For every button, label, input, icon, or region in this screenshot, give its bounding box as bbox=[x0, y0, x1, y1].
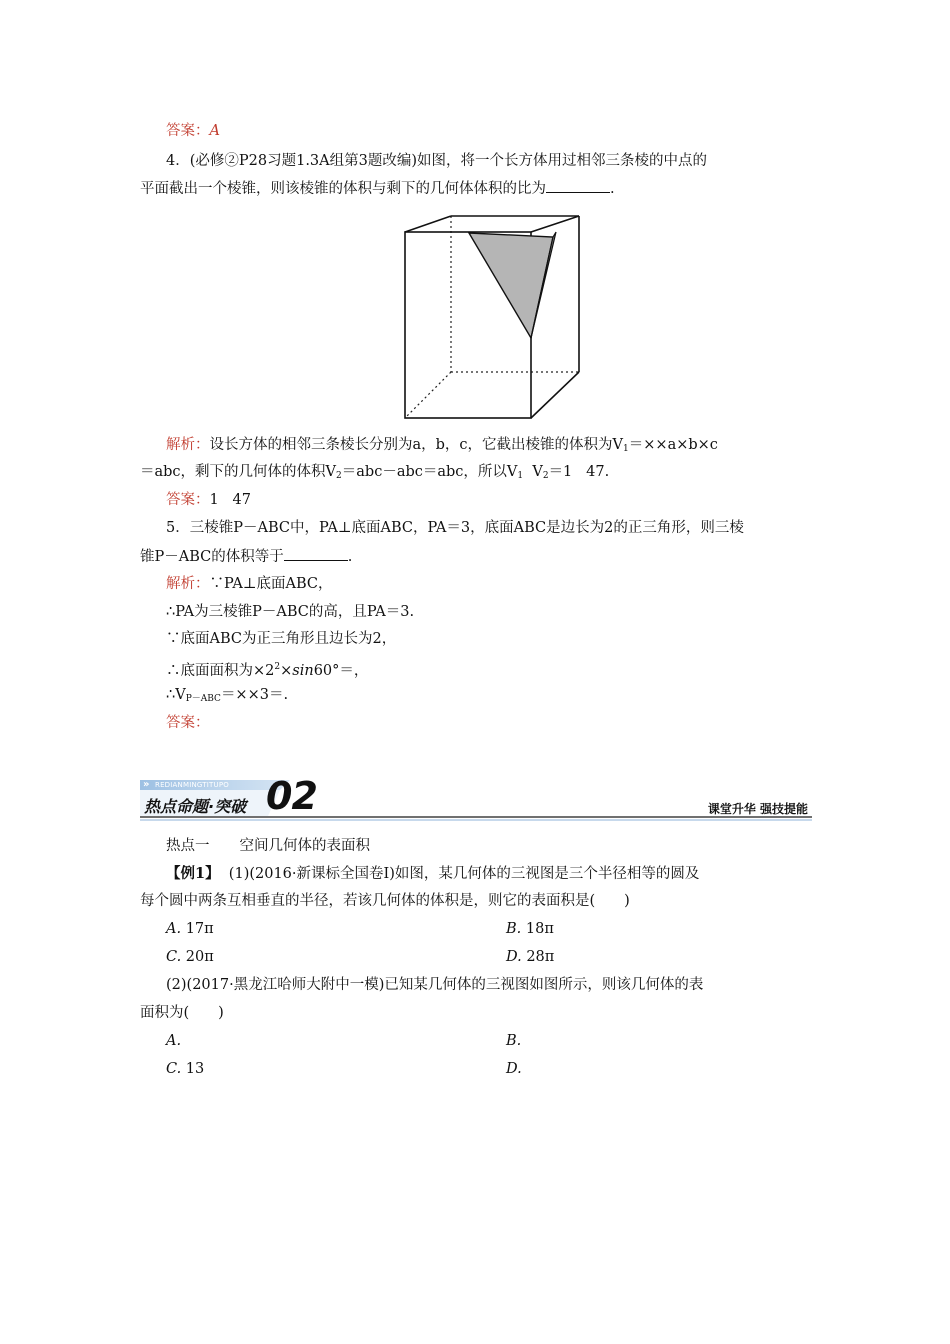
q5-line2-text: 锥P－ABC的体积等于 bbox=[140, 549, 284, 565]
q4-solution-2sub: 2 bbox=[336, 471, 342, 481]
hot1-title: 空间几何体的表面积 bbox=[239, 838, 370, 854]
q5-solution-l5sub: P－ABC bbox=[185, 694, 221, 704]
q5-blank bbox=[284, 546, 348, 561]
option-text: 20π bbox=[185, 949, 214, 965]
q3-answer-line bbox=[166, 121, 220, 141]
q4-solution-sub1: 1 bbox=[623, 444, 629, 454]
q5-solution-label: 解析： bbox=[166, 576, 210, 592]
q5-solution-l4it: sin bbox=[292, 663, 314, 679]
option-key: C. bbox=[166, 949, 182, 965]
option-key: B. bbox=[506, 1033, 522, 1049]
q4-solution-tail1: ＝××a×b×c bbox=[628, 437, 718, 453]
q5-solution-line2: ∴PA为三棱锥P－ABC的高，且PA＝3. bbox=[166, 604, 415, 620]
ex2-option-b bbox=[506, 1031, 526, 1051]
q4-solution-2sub2: 1 bbox=[517, 471, 524, 481]
option-key: D. bbox=[506, 1061, 522, 1077]
q4-solution-2d: ＝1 47. bbox=[548, 464, 610, 480]
ex1-option-b bbox=[506, 919, 554, 939]
q4-solution-2a: ＝abc，剩下的几何体的体积V bbox=[140, 464, 337, 480]
ex1-option-a bbox=[166, 919, 214, 939]
q4-solution-2sub3: 2 bbox=[542, 471, 549, 481]
q5-solution-line3: ∵底面ABC为正三角形且边长为2， bbox=[166, 631, 397, 647]
option-text: 18π bbox=[525, 921, 554, 937]
q5-answer-label: 答案： bbox=[166, 715, 210, 731]
ex2-line1: (2)(2017·黑龙江哈师大附中一模)已知某几何体的三视图如图所示，则该几何体的表 bbox=[166, 977, 704, 993]
q5-solution-l4a: ∴底面面积为×2 bbox=[166, 663, 275, 679]
ex1-line1-text: (1)(2016·新课标全国卷Ⅰ)如图，某几何体的三视图是三个半径相等的圆及 bbox=[219, 866, 700, 882]
q5-line2 bbox=[140, 546, 352, 567]
ex1-option-c bbox=[166, 947, 214, 967]
q3-answer-label: 答案： bbox=[166, 123, 210, 139]
q4-answer-label: 答案： bbox=[166, 492, 210, 508]
banner-arrows: » bbox=[143, 779, 150, 790]
ex1-tag: 【例1】 bbox=[166, 865, 220, 882]
q4-line1: 4．(必修②P28习题1.3A组第3题改编)如图，将一个长方体用过相邻三条棱的中点的 bbox=[166, 153, 708, 169]
q4-line2 bbox=[140, 178, 615, 199]
q5-solution-line5 bbox=[166, 685, 288, 709]
ex1-line2: 每个圆中两条互相垂直的半径，若该几何体的体积是，则它的表面积是( ) bbox=[140, 893, 630, 909]
q5-solution-l1: ∵PA⊥底面ABC， bbox=[209, 576, 333, 592]
q5-line1: 5．三棱锥P－ABC中，PA⊥底面ABC，PA＝3，底面ABC是边长为2的正三角形，则三棱 bbox=[166, 520, 744, 536]
banner-pinyin: REDIANMINGTITUPO bbox=[155, 781, 229, 789]
ex2-line2: 面积为( ) bbox=[140, 1005, 224, 1021]
option-key: D. bbox=[506, 949, 522, 965]
banner-title: 热点命题·突破 bbox=[144, 797, 247, 816]
q4-line2-text: 平面截出一个棱锥，则该棱锥的体积与剩下的几何体体积的比为 bbox=[140, 181, 546, 197]
q5-solution-l5b: ＝××3＝. bbox=[220, 687, 289, 703]
ex2-option-a bbox=[166, 1031, 186, 1051]
banner-number: 02 bbox=[266, 774, 317, 818]
hot1-line bbox=[166, 836, 370, 856]
q4-solution-line1 bbox=[166, 435, 718, 459]
ex1-option-d bbox=[506, 947, 554, 967]
banner-right-text: 课堂升华 强技提能 bbox=[707, 802, 808, 816]
section-banner bbox=[140, 776, 812, 822]
q5-solution-l4b: × bbox=[280, 663, 293, 679]
ex2-option-d bbox=[506, 1059, 526, 1079]
q5-solution-line4 bbox=[166, 657, 368, 681]
q4-solution-label: 解析： bbox=[166, 437, 210, 453]
option-key: A. bbox=[166, 921, 182, 937]
option-key: A. bbox=[166, 1033, 182, 1049]
q3-answer-value: A bbox=[209, 123, 220, 139]
q5-solution-l5a: ∴V bbox=[166, 687, 186, 703]
q4-answer-line bbox=[166, 490, 251, 510]
option-key: C. bbox=[166, 1061, 182, 1077]
q4-line2-end: . bbox=[610, 181, 615, 197]
q4-blank bbox=[546, 178, 610, 193]
q4-solution-text1: 设长方体的相邻三条棱长分别为a，b，c，它截出棱锥的体积为V bbox=[209, 437, 624, 453]
q5-line2-end: . bbox=[347, 549, 353, 565]
option-text: 17π bbox=[185, 921, 214, 937]
q4-answer-value: 1 47 bbox=[209, 492, 252, 508]
cuboid-figure bbox=[403, 206, 585, 422]
q4-solution-line2 bbox=[140, 462, 609, 486]
q5-solution-l4sup: 2 bbox=[274, 662, 281, 672]
hot1-label: 热点一 bbox=[166, 838, 210, 854]
q5-solution-l4c: 60°＝， bbox=[313, 663, 369, 679]
q4-solution-2b: ＝abc－abc＝abc，所以V bbox=[341, 464, 518, 480]
q5-answer-line bbox=[166, 713, 210, 733]
option-text: 28π bbox=[526, 949, 555, 965]
ex2-option-c bbox=[166, 1059, 204, 1079]
ex1-line1 bbox=[166, 864, 699, 884]
option-key: B. bbox=[506, 921, 522, 937]
option-text: 13 bbox=[185, 1061, 205, 1077]
q5-solution-line1 bbox=[166, 574, 333, 594]
pyramid-face bbox=[469, 233, 553, 338]
q4-solution-2c: V bbox=[523, 464, 543, 480]
